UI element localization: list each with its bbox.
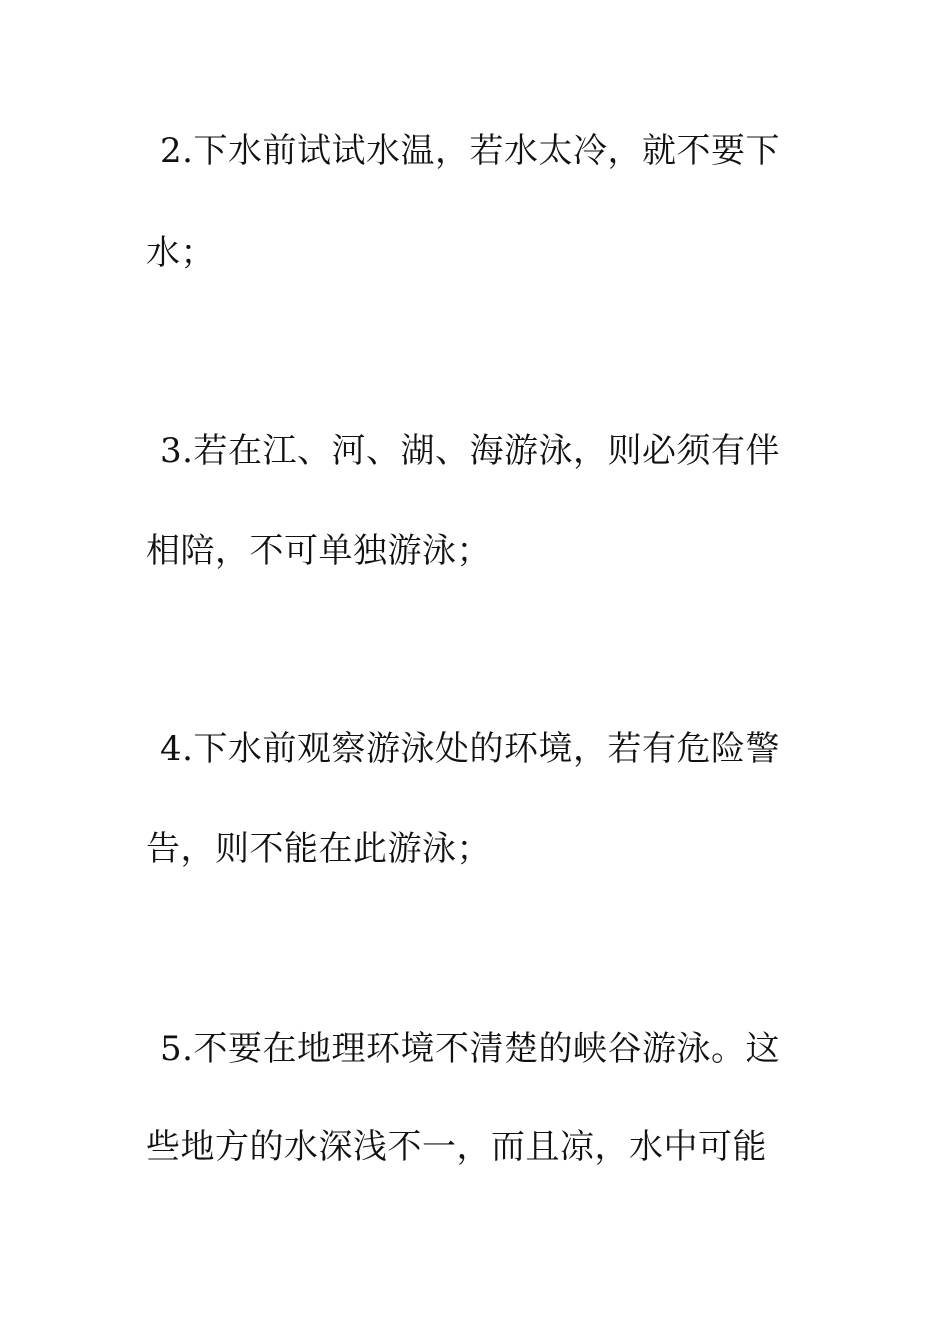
item-2-line-2: 水； — [146, 233, 215, 273]
item-3-line-2: 相陪，不可单独游泳； — [146, 531, 491, 571]
item-4-line-1: 4.下水前观察游泳处的环境，若有危险警 — [160, 729, 780, 769]
item-3-line-1: 3.若在江、河、湖、海游泳，则必须有伴 — [160, 431, 780, 471]
item-5-line-1: 5.不要在地理环境不清楚的峡谷游泳。这 — [160, 1029, 780, 1069]
item-4-line-2: 告，则不能在此游泳； — [146, 829, 491, 869]
item-5-line-2: 些地方的水深浅不一，而且凉，水中可能 — [146, 1127, 767, 1167]
item-2-line-1: 2.下水前试试水温，若水太冷，就不要下 — [160, 131, 780, 171]
